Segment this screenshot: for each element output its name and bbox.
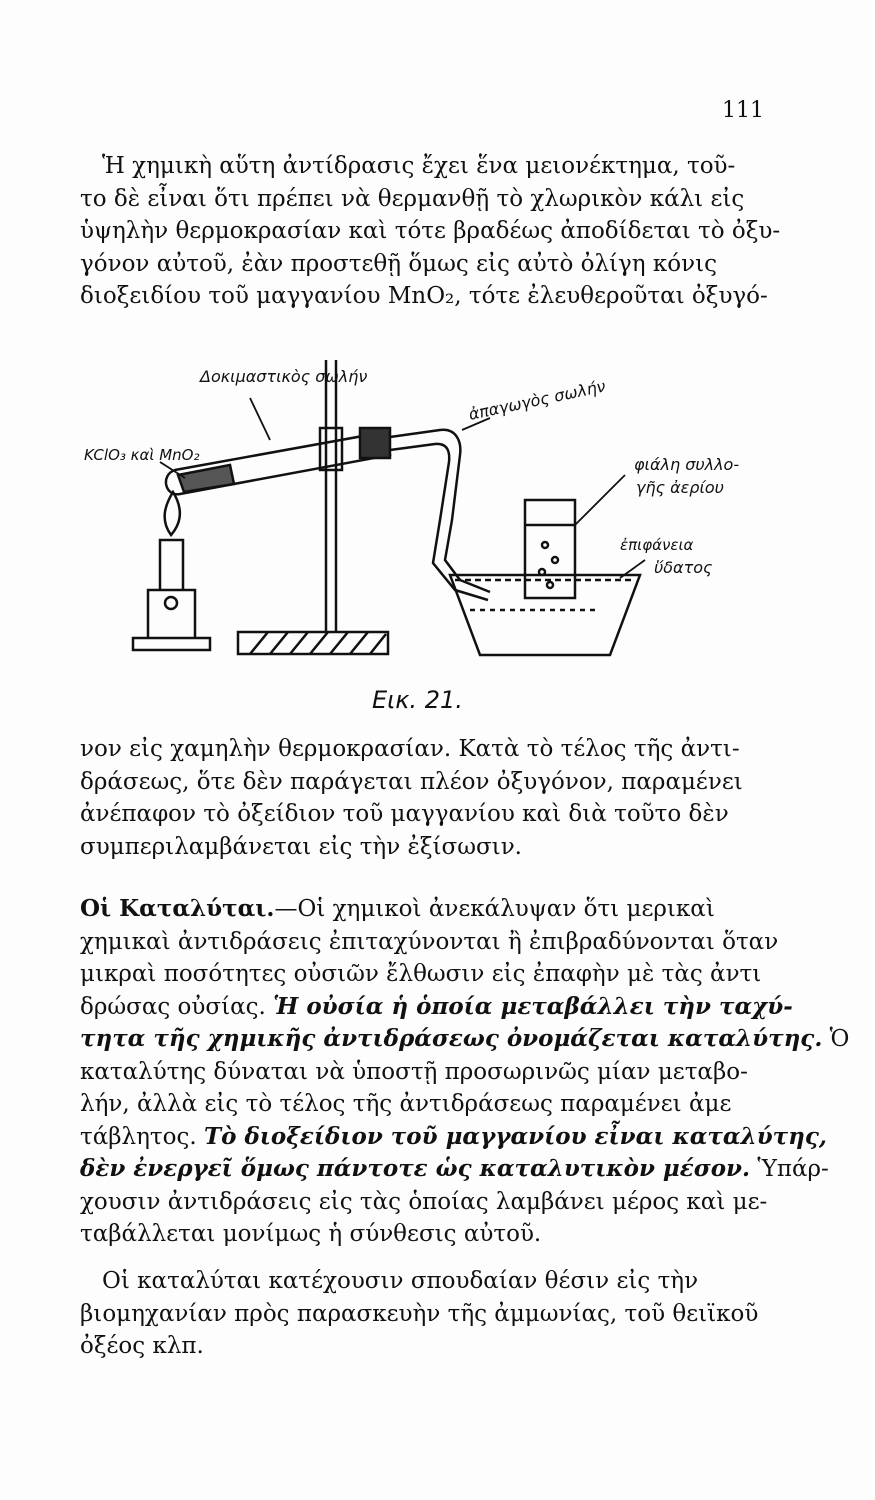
label-reagent: KClO₃ καὶ MnO₂: [84, 446, 200, 464]
label-jar-line2: γῆς ἀερίου: [636, 478, 724, 497]
italic-statement: Τὸ διοξείδιον τοῦ μαγγανίου εἶναι καταλύτης,: [204, 1122, 827, 1150]
label-tube: Δοκιμαστικὸς σωλήν: [200, 367, 368, 386]
bunsen-burner: [133, 492, 210, 650]
retort-stand: [238, 360, 388, 654]
text-line: Οἱ Καταλύται.—Οἱ χημικοὶ ἀνεκάλυψαν ὅτι μερικαὶ: [80, 895, 715, 922]
text-line: Οἱ καταλύται κατέχουσιν σπουδαίαν θέσιν εἰς τὴν: [102, 1268, 699, 1294]
text-line: τητα τῆς χημικῆς ἀντιδράσεως ὀνομάζεται καταλύτης. Ὁ: [80, 1025, 850, 1052]
text-line: ὀξέος κλπ.: [80, 1333, 204, 1359]
text-line: χουσιν ἀντιδράσεις εἰς τὰς ὁποίας λαμβάνει μέρος καὶ με-: [80, 1188, 768, 1215]
label-jar-line1: φιάλη συλλο-: [634, 455, 740, 474]
label-water-line1: ἐπιφάνεια: [620, 536, 694, 554]
text-line: δρώσας οὐσίας. Ἡ οὐσία ἡ ὁποία μεταβάλλει τὴν ταχύ-: [80, 992, 793, 1020]
text-line: δράσεως, ὅτε δὲν παράγεται πλέον ὀξυγόνον, παραμένει: [80, 768, 743, 795]
paragraph-3: [80, 893, 850, 1251]
text-line: χημικαὶ ἀντιδράσεις ἐπιταχύνονται ἢ ἐπιβραδύνονται ὅταν: [80, 928, 779, 955]
italic-definition: τητα τῆς χημικῆς ἀντιδράσεως ὀνομάζεται καταλύτης.: [80, 1025, 823, 1052]
italic-statement: δὲν ἐνεργεῖ ὅμως πάντοτε ὡς καταλυτικὸν μέσον.: [80, 1155, 751, 1182]
text-line: δὲν ἐνεργεῖ ὅμως πάντοτε ὡς καταλυτικὸν μέσον. Ὑπάρ-: [80, 1155, 829, 1182]
text-line: ἀνέπαφον τὸ ὀξείδιον τοῦ μαγγανίου καὶ διὰ τοῦτο δὲν: [80, 801, 729, 827]
test-tube: [166, 428, 390, 494]
text-line: τάβλητος. Τὸ διοξείδιον τοῦ μαγγανίου εἶναι καταλύτης,: [80, 1122, 827, 1150]
label-delivery-tube: ἀπαγωγὸς σωλήν: [466, 376, 608, 424]
text-line: ταβάλλεται μονίμως ἡ σύνθεσις αὐτοῦ.: [80, 1221, 542, 1247]
paragraph-1: [80, 150, 781, 313]
text-line: γόνον αὐτοῦ, ἐὰν προστεθῇ ὅμως εἰς αὐτὸ ὀλίγη κόνις: [80, 250, 717, 277]
text-line: βιομηχανίαν πρὸς παρασκευὴν τῆς ἀμμωνίας, τοῦ θειϊκοῦ: [80, 1300, 759, 1327]
text-line: ὑψηλὴν θερμοκρασίαν καὶ τότε βραδέως ἀποδίδεται τὸ ὀξυ-: [80, 218, 781, 244]
text-line: καταλύτης δύναται νὰ ὑποστῇ προσωρινῶς μίαν μεταβο-: [80, 1058, 748, 1085]
section-heading: Οἱ Καταλύται.: [80, 895, 275, 922]
text-line: το δὲ εἶναι ὅτι πρέπει νὰ θερμανθῇ τὸ χλωρικὸν κάλι εἰς: [80, 185, 745, 212]
text-line: συμπεριλαμβάνεται εἰς τὴν ἐξίσωσιν.: [80, 833, 522, 860]
paragraph-2: [80, 733, 770, 863]
page-number: 111: [722, 98, 764, 123]
text-line: Ἡ χημικὴ αὕτη ἀντίδρασις ἔχει ἕνα μειονέκτημα, τοῦ-: [102, 153, 736, 179]
label-water-line2: ὕδατος: [654, 558, 713, 577]
text-line: λήν, ἀλλὰ εἰς τὸ τέλος τῆς ἀντιδράσεως παραμένει ἀμε: [80, 1091, 732, 1117]
text-line: νον εἰς χαμηλὴν θερμοκρασίαν. Κατὰ τὸ τέλος τῆς ἀντι-: [80, 736, 740, 762]
gas-jar: [525, 500, 575, 598]
figure-caption: Εικ. 21.: [372, 686, 463, 714]
apparatus-figure: [0, 340, 875, 730]
text-line: μικραὶ ποσότητες οὐσιῶν ἔλθωσιν εἰς ἐπαφὴν μὲ τὰς ἀντι: [80, 961, 762, 987]
italic-definition: Ἡ οὐσία ἡ ὁποία μεταβάλλει τὴν ταχύ-: [273, 992, 793, 1020]
text-line: διοξειδίου τοῦ μαγγανίου MnO₂, τότε ἐλευθεροῦται ὀξυγό-: [80, 283, 768, 309]
paragraph-4: [80, 1265, 770, 1363]
